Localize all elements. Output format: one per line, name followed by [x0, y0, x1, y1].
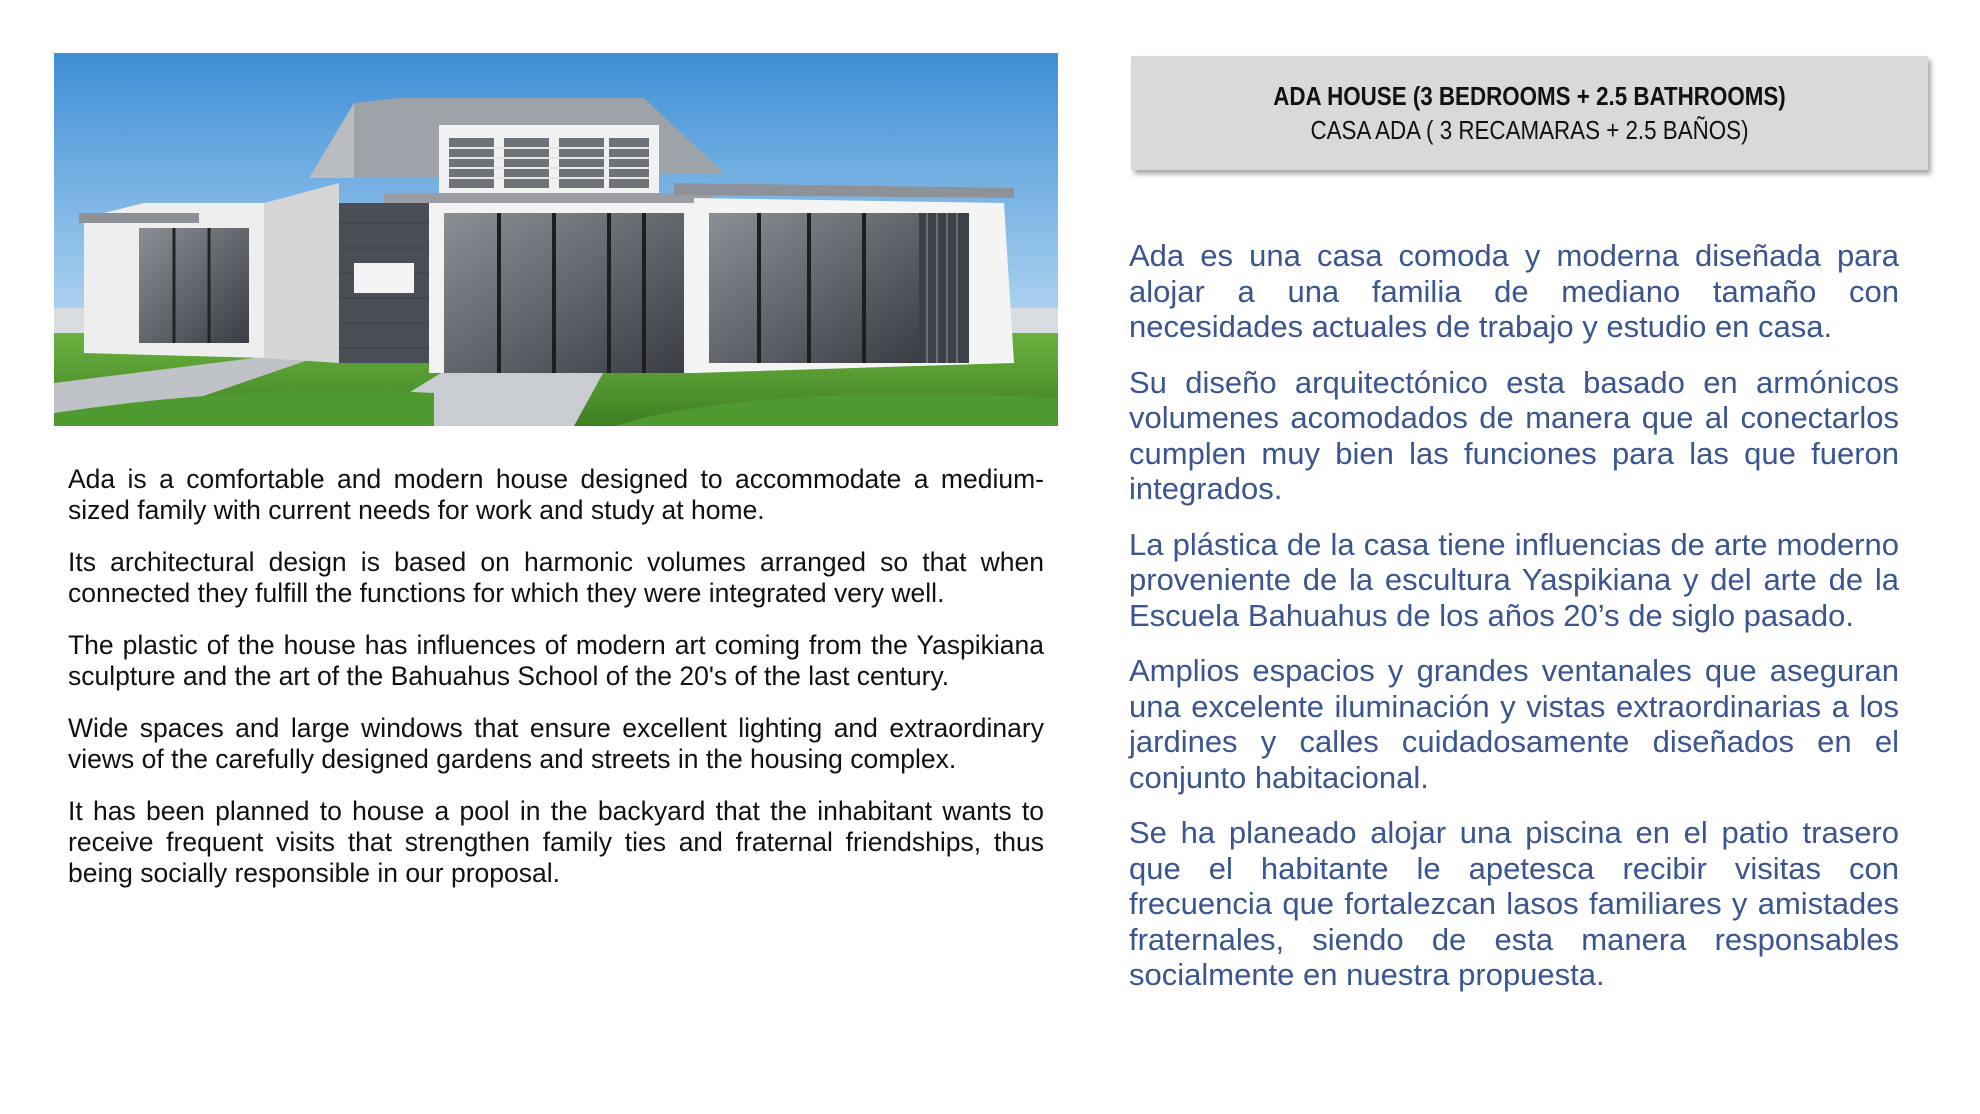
spanish-paragraph: La plástica de la casa tiene influencias de arte moderno proveniente de la escultura Yaspikiana y del arte de la Escuela Bahuahus de los años 20’s de siglo pasado.: [1129, 526, 1899, 633]
house-rendering-icon: [54, 53, 1058, 426]
english-description: [68, 464, 1044, 910]
title-english: ADA HOUSE (3 BEDROOMS + 2.5 BATHROOMS): [1273, 81, 1786, 111]
english-paragraph: Ada is a comfortable and modern house designed to accommodate a medium-sized family with current needs for work and study at home.: [68, 464, 1044, 525]
spanish-paragraph: Amplios espacios y grandes ventanales que aseguran una excelente iluminación y vistas extraordinarias a los jardines y calles cuidadosamente diseñados en el conjunto habitacional.: [1129, 653, 1899, 795]
spanish-paragraph: Se ha planeado alojar una piscina en el patio trasero que el habitante le apetesca recibir visitas con frecuencia que fortalezcan lasos familiares y amistades fraternales, siendo de esta manera responsables socialmente en nuestra propuesta.: [1129, 815, 1899, 992]
english-paragraph: Its architectural design is based on harmonic volumes arranged so that when connected they fulfill the functions for which they were integrated very well.: [68, 547, 1044, 608]
spanish-description: [1129, 238, 1899, 1013]
house-rendering-image: [54, 53, 1058, 426]
english-paragraph: Wide spaces and large windows that ensure excellent lighting and extraordinary views of the carefully designed gardens and streets in the housing complex.: [68, 713, 1044, 774]
english-paragraph: It has been planned to house a pool in the backyard that the inhabitant wants to receive frequent visits that strengthen family ties and fraternal friendships, thus being socially responsible in our proposal.: [68, 796, 1044, 888]
english-paragraph: The plastic of the house has influences of modern art coming from the Yaspikiana sculpture and the art of the Bahuahus School of the 20's of the last century.: [68, 630, 1044, 691]
title-box: [1131, 56, 1928, 170]
spanish-paragraph: Ada es una casa comoda y moderna diseñada para alojar a una familia de mediano tamaño con necesidades actuales de trabajo y estudio en casa.: [1129, 238, 1899, 344]
spanish-paragraph: Su diseño arquitectónico esta basado en armónicos volumenes acomodados de manera que al conectarlos cumplen muy bien las funciones para las que fueron integrados.: [1129, 364, 1899, 506]
title-spanish: CASA ADA ( 3 RECAMARAS + 2.5 BAÑOS): [1310, 115, 1749, 145]
